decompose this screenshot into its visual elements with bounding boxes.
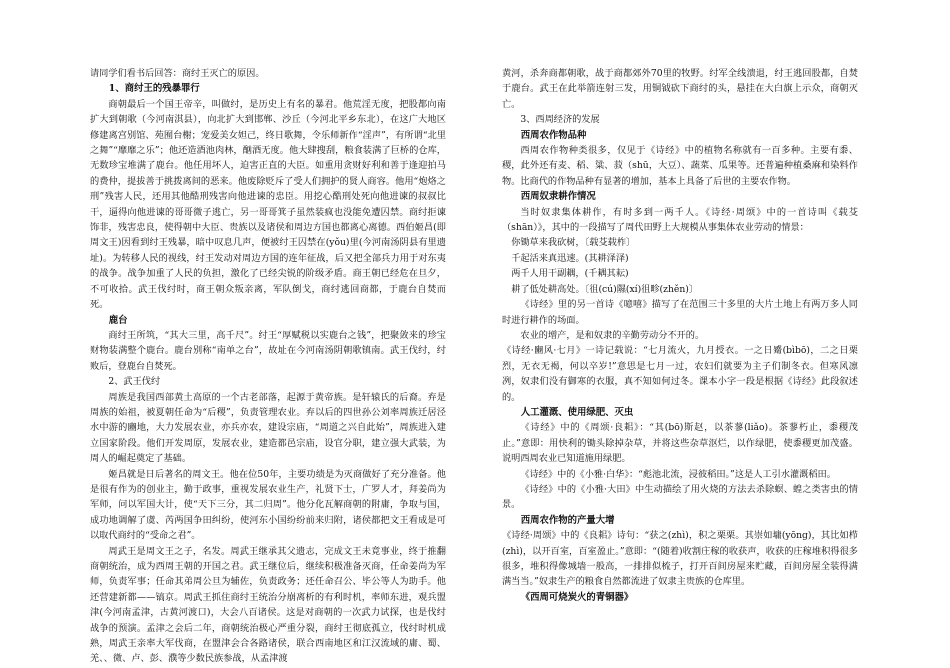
heading-yield: 西周农作物的产量大增 bbox=[520, 514, 615, 526]
paragraph-yixi: 《诗经》里的另一首诗《噫嘻》描写了在范围三十多里的大片土地上有两万多人同时进行耕作的场面。 bbox=[502, 299, 858, 326]
heading-crimes: 1、商纣王的残暴罪行 bbox=[108, 83, 200, 95]
heading-slave-farming: 西周奴隶耕作情况 bbox=[520, 191, 596, 203]
paragraph-lutai: 商纣王所筑，“其大三里，高千尺”。纣王“厚赋税以实鹿台之钱”，把聚敛来的珍宝财物装满整个鹿台。鹿台别称“南单之台”，故址在今河南汤阴朝歌镇南。武王伐纣，纣败后，登鹿台自焚死。 bbox=[90, 329, 446, 372]
section-title-wuwang: 2、武王伐纣 bbox=[108, 376, 161, 388]
heading-irrigation: 人工灌溉、使用绿肥、灭虫 bbox=[520, 406, 634, 418]
heading-crops: 西周农作物品种 bbox=[520, 129, 587, 141]
verse-line: 千起活来真迅速。(其耕泽泽) bbox=[511, 252, 629, 264]
paragraph-wuwang: 周武王是周文王之子，名发。周武王继承其父遗志，完成文王未竟事业，终于推翻商朝统治，成为西周王朝的开国之君。武王继位后，继续积极准备灭商，任命姜尚为军师，负责军事；任命其弟周公旦为辅佐，负责政务；还任命召公、毕公等人为助手。他还营建新都——镐京。周武王抓住商纣王统治分崩离析的有利时机，率师东进，观兵盟津(今河南孟津，古黄河渡口)，大会八百诸侯。这是对商朝的一次武力试探，也是伐纣战争的预演。孟津之会后二年，商朝统治极心严重分裂，商纣王彻底孤立，伐纣时机成熟，周武王亲率大军伐商，在盟津会合各路诸侯，联合西南地区和江汉流域的庸、蜀、羌、、微、卢、彭、濮等少数民族参战，从孟津渡 bbox=[90, 545, 446, 665]
paragraph-labor: 农业的增产，是和奴隶的辛勤劳动分不开的。 bbox=[520, 329, 705, 341]
paragraph-slave-farming: 当时奴隶集体耕作，有时多到一两千人。《诗经·周颂》中的一首诗叫《载芟（shān）》，其中的一段描写了周代田野上大规模从事集体农业劳动的情景： bbox=[502, 206, 858, 234]
paragraph-jichang: 姬昌就是日后著名的周文王。他在位50年，主要功绩是为灭商做好了充分准备。他是很有作为的创业主，勤于政事，重视发展农业生产，礼贤下士，广罗人才，拜姜尚为军师，问以军国大计，使“天下三分，其二归周”。他分化瓦解商朝的附庸，争取与国，成功地调解了虞、芮两国争田纠纷，使河东小国纷纷前来归附，诸侯都把文王看成是可以取代商纣的“受命之君”。 bbox=[90, 468, 446, 542]
section-title-economy: 3、西周经济的发展 bbox=[520, 114, 600, 126]
paragraph-green-manure: 《诗经》中的《周颂·良耜》：“其(bō)斯赵，以茶蓼(liǎo)。茶蓼朽止，黍稷茂止。”意即：用快利的锄头除掉杂草，并将这些杂草沤烂，以作绿肥，使黍稷更加茂盛。说明西周农业已知道施用绿肥。 bbox=[502, 422, 858, 465]
intro-question: 请同学们看书后回答：商纣王灭亡的原因。 bbox=[90, 68, 265, 79]
heading-bronze: 《西周可烧炭火的青铜器》 bbox=[520, 591, 634, 603]
paragraph-qiyue: 《诗经·豳风·七月》一诗记载说：“七月流火，九月授衣。一之日觱(bìbō)，二之日栗烈，无衣无褐，何以卒岁!”意思是七月一过，农妇们就要为主子们制冬衣。但寒风凛冽，奴隶们没有御寒的衣服，真不知如何过冬。课本小字一段是根据《诗经》此段叙述的。 bbox=[502, 345, 858, 403]
right-column bbox=[502, 66, 858, 605]
paragraph-crimes: 商朝最后一个国王帝辛，叫做纣，是历史上有名的暴君。他荒淫无度，把股都向南扩大到朝歌（今河南淇县），向北扩大到邯郸、沙丘（今河北平乡东北），在这广大地区修建离宫别馆、苑囿台榭；宠爱美女妲己，终日歌舞，令乐师新作“淫声”，有所谓“北里之舞”“靡靡之乐”；他还造酒池肉林，酗酒无度。他大肆搜刮，粮食装满了巨桥的仓库，无数珍宝堆满了鹿台。他任用坏人，迫害正直的大臣。如重用贪财好利和善于逢迎拍马的费仲，提拔善于挑拨离间的恶来。他废除贬斥了受人们拥护的贤人商容。他用“炮烙之刑”残害人民，还用其他酷刑残害向他进谏的忠臣。用挖心酷刑处死向他进谏的叔叔比干，逼得向他进谏的哥哥微子逃亡，另一哥哥箕子虽然装疯也没能免遭囚禁。商纣拒谏饰非，残害忠良，使得朝中大臣、贵族以及诸侯和周边方国也都离心离德。西伯姬昌(即周文王)因看到纣王残暴，暗中叹息几声，便被纣王囚禁在(yǒu)里(今河南汤阴县有里遗址)。为转移人民的视线，纣王发动对周边方国的连年征战，后又把全部兵力用于对东夷的战争。战争加重了人民的负担，激化了已经尖锐的阶级矛盾。商王朝已经危在旦夕，不可收拾。武王伐纣时，商王朝众叛亲离，军队倒戈，商纣逃回商都，于鹿台自焚而死。 bbox=[90, 98, 446, 311]
left-column bbox=[90, 66, 446, 667]
heading-lutai: 鹿台 bbox=[108, 314, 128, 326]
verse-line: 两千人用干副耦，(千耦其耘) bbox=[511, 268, 629, 280]
paragraph-irrigation: 《诗经》中的《小雅·白华》：“彪池北流，浸彼稻田。”这是人工引水灌溉稻田。 bbox=[520, 468, 836, 480]
paragraph-muye: 黄河，杀奔商都朝歌，战于商都郊外70里的牧野。纣军全线溃退，纣王逃回股都，自焚于鹿台。武王在此举箭连射三发，用铜钺砍下商纣的头，悬挂在大白旗上示众，商朝灭亡。 bbox=[502, 68, 858, 110]
paragraph-yield: 《诗经·周颂》中的《良耜》诗句：“获之(zhì)，积之栗栗。其崇如墉(yōng)，其比如栉(zhì)，以开百室，百室盈止。”意即：“(随着)收割庄稼的收获声，收获的庄稼堆积得很多很多，堆积得像城墙一般高，一排排似梳子，打开百间房屋来贮藏，百间房屋全装得满满当当。”奴隶生产的粮食自然都流进了奴隶主贵族的仓库里。 bbox=[502, 530, 858, 588]
verse-line: 你锄草来我砍树，〔载芟载柞〕 bbox=[511, 237, 636, 249]
paragraph-crops: 西周农作物种类很多，仅见于《诗经》中的植物名称就有一百多种。主要有黍、稷，此外还有麦、稻、粱、菽（shū，大豆）、蔬菜、瓜果等。还普遍种植桑麻和染料作物。比商代的作物品种有显著的增加，基本上具备了后世的主要农作物。 bbox=[502, 145, 858, 187]
paragraph-pest: 《诗经》中的《小雅·大田》中生动描绘了用火烧的方法去杀除螟、蝗之类害虫的情景。 bbox=[502, 483, 858, 511]
verse-line: 耕了低处耕高处。〔徂(cú)隰(xí)徂畛(zhěn)〕 bbox=[511, 283, 699, 295]
paragraph-zhou-origin: 周族是我国西部黄土高原的一个古老部落，起源于黄帝族。是轩辕氏的后裔。弃是周族的始祖，被夏朝任命为“后稷”，负责管理农业。弃以后的四世孙公刘率周族迁居泾水中游的豳地，大力发展农业，亦兵亦农，建设宗庙，“周道之兴自此始”，周族进入建立国家阶段。他们开发周原，发展农业，建造都邑宗庙，设官分职，建立强大武装，为周人的崛起奠定了基础。 bbox=[90, 391, 446, 465]
